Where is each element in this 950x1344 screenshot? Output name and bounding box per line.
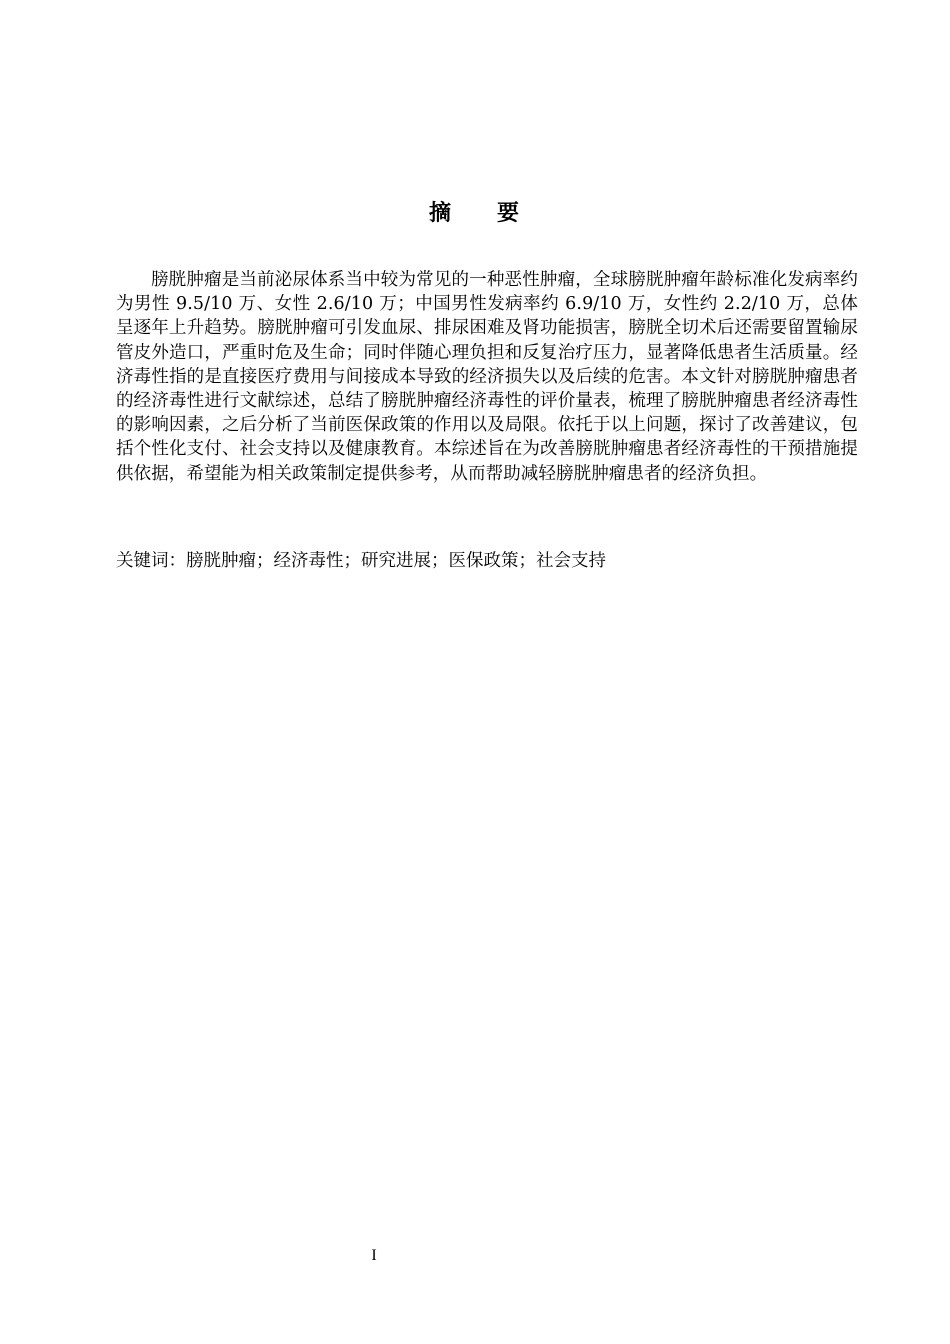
keywords-label: 关键词： <box>116 551 186 571</box>
title-char-1: 摘 <box>428 201 453 226</box>
keywords-line <box>116 549 858 573</box>
abstract-title <box>0 196 950 227</box>
abstract-body: 膀胱肿瘤是当前泌尿体系当中较为常见的一种恶性肿瘤，全球膀胱肿瘤年龄标准化发病率约为男性 9.5/10 万、女性 2.6/10 万；中国男性发病率约 6.9/10 万，女性约 2.2/10 万，总体呈逐年上升趋势。膀胱肿瘤可引发血尿、排尿困难及肾功能损害，膀胱全切术后还需要留置输尿管皮外造口，严重时危及生命；同时伴随心理负担和反复治疗压力，显著降低患者生活质量。经济毒性指的是直接医疗费用与间接成本导致的经济损失以及后续的危害。本文针对膀胱肿瘤患者的经济毒性进行文献综述，总结了膀胱肿瘤经济毒性的评价量表，梳理了膀胱肿瘤患者经济毒性的影响因素，之后分析了当前医保政策的作用以及局限。依托于以上问题，探讨了改善建议，包括个性化支付、社会支持以及健康教育。本综述旨在为改善膀胱肿瘤患者经济毒性的干预措施提供依据，希望能为相关政策制定提供参考，从而帮助减轻膀胱肿瘤患者的经济负担。 <box>116 270 858 484</box>
keywords-text: 膀胱肿瘤；经济毒性；研究进展；医保政策；社会支持 <box>186 551 606 571</box>
title-char-2: 要 <box>497 201 522 226</box>
page-number: I <box>371 1247 377 1264</box>
